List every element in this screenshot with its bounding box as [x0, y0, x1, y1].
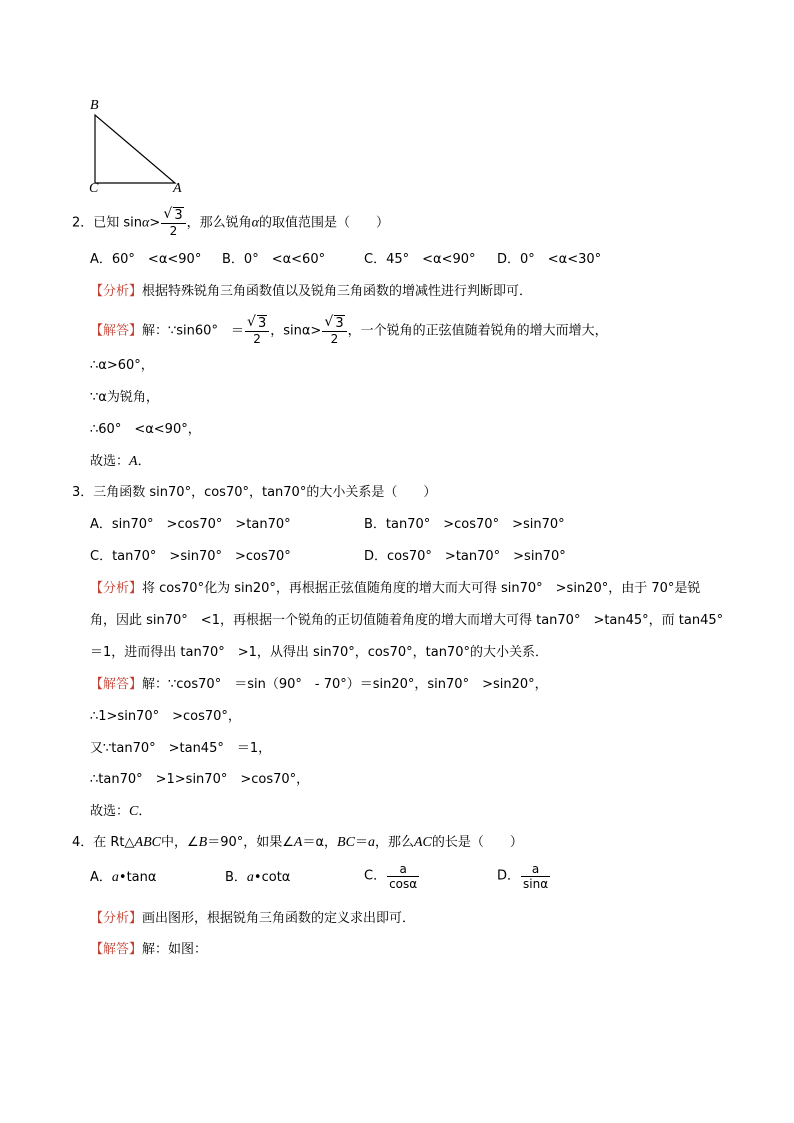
q2-alpha: α: [142, 215, 150, 231]
q3-analysis-line2: 角，因此 sin70° <1，再根据一个锐角的正切值随着角度的增大而增大可得 tan70° >tan45°，而 tan45°: [90, 613, 724, 628]
figure-label-b: B: [90, 98, 99, 113]
q3-answer: C: [129, 804, 139, 819]
q4-option-b: [225, 869, 290, 887]
q4-solution: [90, 941, 207, 959]
q2-analysis-text: 根据特殊锐角三角函数值以及锐角三角函数的增减性进行判断即可．: [142, 284, 533, 299]
q3-option-d: D．cos70° >tan70° >sin70°: [364, 549, 566, 564]
q4-opt-c-fraction: [387, 862, 419, 891]
q4-b-var: B: [198, 835, 208, 850]
q2-sol-fraction-1: √ 3 2: [245, 316, 269, 346]
q2-option-d: D．0° <α<30°: [497, 252, 602, 267]
q4-opt-a-label: A．: [90, 870, 112, 885]
q3-analysis-1: 将 cos70°化为 sin20°，再根据正弦值随角度的增大而大可得 sin70° >sin20°，由于 70°是锐: [142, 581, 701, 596]
q4-opt-a-rest: •tanα: [118, 870, 157, 885]
q4-stem-g: 的长是（ ）: [431, 835, 523, 850]
q4-stem-d: ＝α，: [302, 835, 338, 850]
q4-option-c: [364, 862, 420, 891]
q4-option-a: [90, 869, 156, 887]
q2-sol-den-1: 2: [253, 332, 261, 346]
q2-answer: A: [129, 454, 138, 469]
q2-stem-post2: 的取值范围是（ ）: [258, 215, 389, 231]
q4-solution-tag: 【解答】: [90, 942, 143, 957]
q4-opt-d-den: sinα: [523, 877, 549, 891]
q2-sol-sqrt-1: 3: [257, 316, 267, 331]
q2-analysis-tag: 【分析】: [90, 284, 143, 299]
q4-a-var: A: [293, 835, 303, 850]
q4-opt-d-label: D．: [497, 868, 521, 884]
q4-opt-c-label: C．: [364, 868, 387, 884]
q3-option-a: A．sin70° >cos70° >tan70°: [90, 517, 291, 532]
q2-fraction: √ 3 2: [161, 208, 185, 238]
q4-opt-b-label: B．: [225, 870, 247, 885]
q4-opt-c-den: cosα: [389, 877, 418, 891]
q2-sol3: ∵α为锐角，: [90, 390, 159, 405]
q2-den: 2: [169, 224, 178, 238]
q2-sol1-b: ，sinα>: [270, 323, 322, 339]
q2-stem-post: ，那么锐角: [186, 215, 252, 231]
figure-label-c: C: [89, 181, 99, 196]
q2-sqrt-num: 3: [174, 208, 183, 223]
q3-stem: 3．三角函数 sin70°，cos70°，tan70°的大小关系是（ ）: [72, 485, 437, 500]
q2-alpha-2: α: [251, 215, 259, 231]
q2-solution-line1: [90, 316, 608, 346]
q2-sol4: ∴60° <α<90°，: [90, 422, 201, 437]
q4-sol1: 解：如图：: [142, 942, 208, 957]
q4-a-len: a: [367, 835, 375, 850]
q3-sol5-a: 故选：: [90, 804, 130, 819]
q2-stem: [72, 208, 389, 238]
q3-solution-line1: [90, 676, 548, 694]
q2-stem-pre: 已知 sin: [93, 215, 143, 231]
q3-sol5: [90, 803, 151, 821]
q2-gt: >: [149, 215, 161, 231]
q2-analysis: [90, 283, 532, 301]
q4-analysis-text: 画出图形，根据锐角三角函数的定义求出即可．: [142, 911, 416, 926]
q2-sol5: [90, 453, 151, 471]
q2-number: 2．: [72, 215, 94, 231]
q4-bc: BC: [337, 835, 355, 850]
q3-analysis-line3: ＝1，进而得出 tan70° >1，从得出 sin70°，cos70°，tan70°的大小关系．: [90, 645, 548, 660]
q2-sol-fraction-2: √ 3 2: [322, 316, 346, 346]
q4-opt-b-var: a: [246, 870, 254, 885]
q4-stem-c: ＝90°，如果∠: [207, 835, 294, 850]
q4-ac: AC: [413, 835, 432, 850]
q4-stem-e: ＝: [354, 835, 368, 850]
triangle-figure: [85, 95, 205, 195]
q4-opt-a-var: a: [111, 870, 119, 885]
q3-sol1: 解：∵cos70° ＝sin（90° - 70°）＝sin20°，sin70° >sin20°，: [142, 677, 548, 692]
q2-sol1-a: 解：∵sin60° ＝: [142, 323, 244, 339]
q3-sol2: ∴1>sin70° >cos70°，: [90, 709, 241, 724]
q2-option-a: A．60° <α<90°: [90, 252, 202, 267]
q4-stem-f: ，那么: [374, 835, 414, 850]
q2-sol5-a: 故选：: [90, 454, 130, 469]
q3-option-c: C．tan70° >sin70° >cos70°: [90, 549, 291, 564]
q4-analysis-tag: 【分析】: [90, 911, 143, 926]
triangle-shape: [95, 115, 175, 183]
q4-opt-d-fraction: [521, 862, 550, 891]
q2-option-b: B．0° <α<60°: [222, 252, 326, 267]
q4-opt-b-rest: •cotα: [253, 870, 291, 885]
q2-sol5-c: ．: [137, 454, 151, 469]
q4-opt-c-num: a: [387, 862, 419, 877]
q4-stem: [72, 834, 523, 852]
q3-sol3: 又∵tan70° >tan45° ＝1，: [90, 741, 272, 756]
q3-analysis-line1: [90, 580, 700, 598]
q4-analysis: [90, 910, 415, 928]
q3-analysis-tag: 【分析】: [90, 581, 143, 596]
q3-sol4: ∴tan70° >1>sin70° >cos70°，: [90, 772, 310, 787]
q4-opt-d-num: a: [521, 862, 550, 877]
q2-sol-den-2: 2: [330, 332, 339, 346]
q2-sol-sqrt-2: 3: [335, 316, 344, 331]
q2-option-c: C．45° <α<90°: [364, 252, 476, 267]
q4-abc: ABC: [134, 835, 161, 850]
q3-option-b: B．tan70° >cos70° >sin70°: [364, 517, 565, 532]
q4-stem-a: 4．在 Rt△: [72, 835, 135, 850]
q4-option-d: [497, 862, 551, 891]
q3-solution-tag: 【解答】: [90, 677, 143, 692]
q2-sol2: ∴α>60°，: [90, 358, 154, 373]
figure-label-a: A: [173, 181, 182, 196]
q2-solution-tag: 【解答】: [90, 323, 143, 339]
q4-stem-b: 中，∠: [160, 835, 199, 850]
q2-sol1-c: ，一个锐角的正弦值随着锐角的增大而增大，: [347, 323, 608, 339]
q3-sol5-c: ．: [138, 804, 152, 819]
